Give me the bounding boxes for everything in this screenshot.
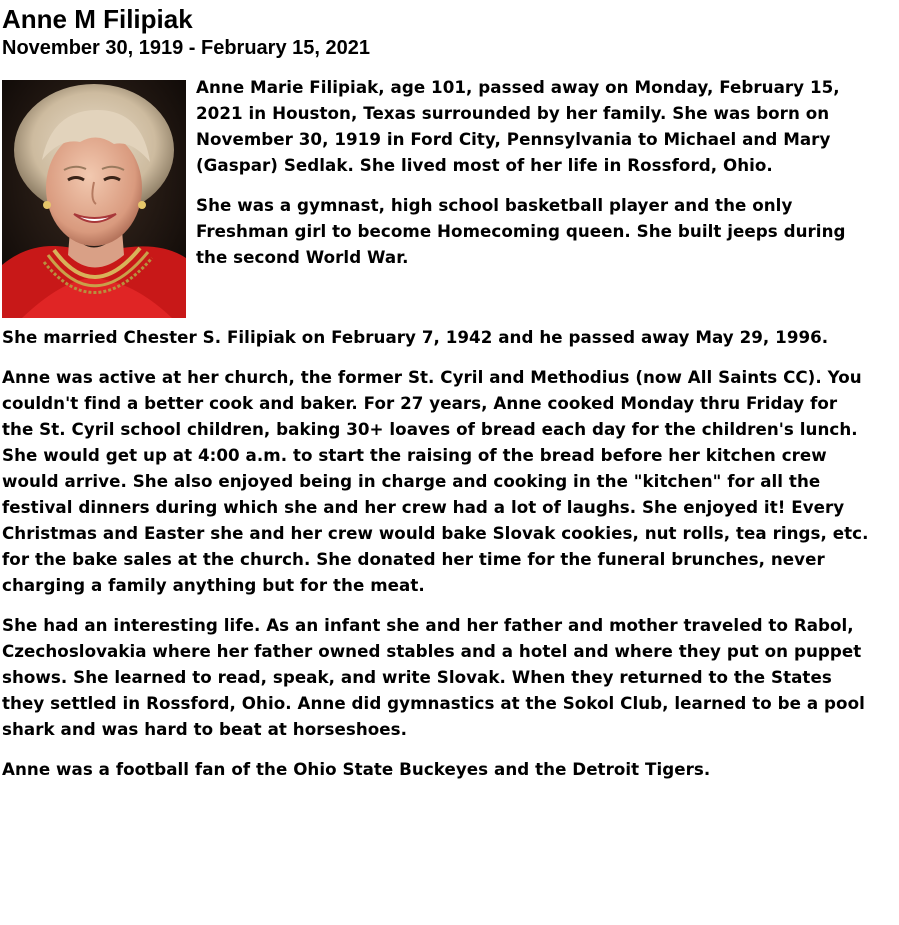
- deceased-name: Anne M Filipiak: [2, 4, 193, 34]
- intro-section: [2, 80, 899, 324]
- paragraph-marriage: She married Chester S. Filipiak on February 7, 1942 and he passed away May 29, 1996.: [2, 327, 829, 347]
- portrait-photo: [2, 80, 186, 318]
- paragraph-church: Anne was active at her church, the former St. Cyril and Methodius (now All Saints CC). You couldn't find a better cook and baker. For 27 years, Anne cooked Monday thru Friday for the St. Cyril school children, baking 30+ loaves of bread each day for the children's lunch. She would get up at 4:00 a.m. to start the raising of the bread before her kitchen crew would arrive. She also enjoyed being in charge and cooking in the "kitchen" for all the festival dinners during which she and her crew had a lot of laughs. She enjoyed it! Every Christmas and Easter she and her crew would bake Slovak cookies, nut rolls, tea rings, etc. for the bake sales at the church. She donated her time for the funeral brunches, never charging a family anything but for the meat.: [2, 367, 869, 595]
- life-dates: November 30, 1919 - February 15, 2021: [2, 37, 370, 59]
- paragraph-life: She had an interesting life. As an infant she and her father and mother traveled to Rabol, Czechoslovakia where her father owned stables and a hotel and where they put on puppet shows. She learned to read, speak, and write Slovak. When they returned to the States they settled in Rossford, Ohio. Anne did gymnastics at the Sokol Club, learned to be a pool shark and was hard to beat at horseshoes.: [2, 615, 865, 739]
- paragraph-youth: She was a gymnast, high school basketball player and the only Freshman girl to become Homecoming queen. She built jeeps during the second World War.: [196, 195, 846, 267]
- paragraph-sports-fan: Anne was a football fan of the Ohio State Buckeyes and the Detroit Tigers.: [2, 759, 711, 779]
- paragraph-biography-intro: Anne Marie Filipiak, age 101, passed away on Monday, February 15, 2021 in Houston, Texas surrounded by her family. She was born on November 30, 1919 in Ford City, Pennsylvania to Michael and Mary (Gaspar) Sedlak. She lived most of her life in Rossford, Ohio.: [196, 80, 840, 175]
